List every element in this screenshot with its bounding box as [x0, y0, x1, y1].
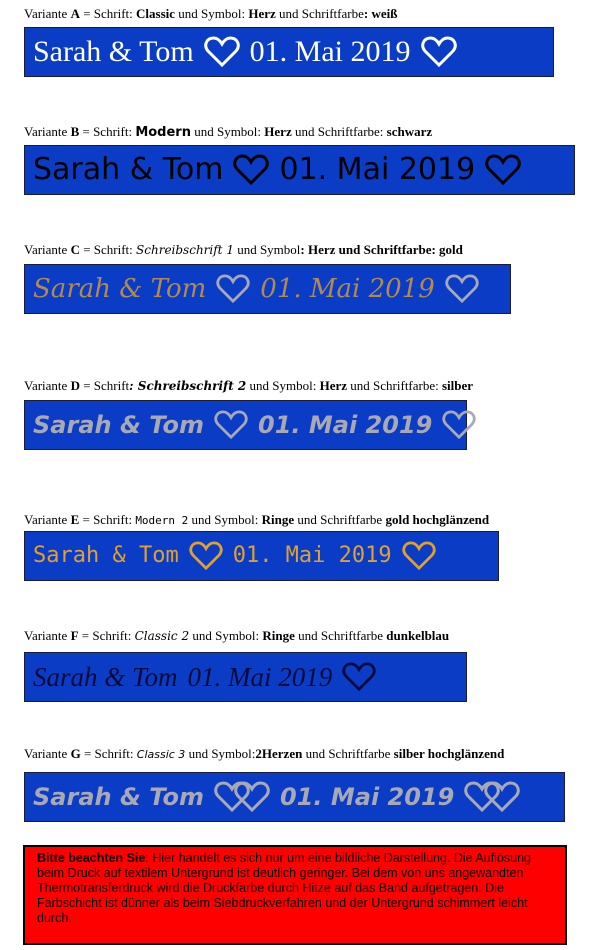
symbol-name: : Herz und Schriftfarbe: gold: [300, 242, 463, 257]
symbol-name: Herz: [248, 6, 276, 21]
double-heart-icon: [464, 781, 520, 813]
color-name: gold hochglänzend: [385, 512, 490, 527]
color-name: silber: [442, 378, 474, 393]
color-name: schwarz: [386, 124, 433, 139]
caption-text: = Schrift:: [79, 512, 136, 527]
caption-text: = Schrift:: [79, 124, 136, 139]
caption-text: = Schrift:: [80, 746, 137, 761]
font-name: Classic 2: [134, 629, 190, 643]
band-names: Sarah & Tom: [33, 543, 179, 568]
variant-letter: G: [70, 746, 81, 761]
color-name: dunkelblau: [386, 628, 450, 643]
variant-label: Variante: [24, 242, 71, 257]
band-names: Sarah & Tom: [33, 783, 205, 811]
caption-text: und Schriftfarbe: [294, 628, 387, 643]
band-names: Sarah & Tom: [33, 274, 207, 304]
caption-text: = Schrift: [79, 378, 130, 393]
heart-icon: [189, 541, 223, 571]
font-name: Modern: [135, 125, 191, 140]
color-name: : weiß: [363, 6, 398, 21]
notice-text: : Hier handelt es sich nur um eine bildliche Darstellung. Die Auflösung beim Druck auf textilem Untergrund ist deutlich geringer. Bei dem von uns angewandten Thermotransferdruck wird die Druckfarbe durch Hitze auf das Band aufgetragen. Die Farbschicht ist dünner als beim Siebdruckverfahren und der Untergrund schimmert leicht durch.: [37, 851, 532, 925]
band-date: 01. Mai 2019: [187, 661, 333, 692]
caption-text: und Symbol: [233, 242, 301, 257]
caption-text: und Symbol:: [188, 512, 262, 527]
variant-f-band: [24, 652, 467, 702]
variant-letter: E: [70, 512, 80, 527]
variant-label: Variante: [24, 512, 71, 527]
caption-text: und Schriftfarbe: [275, 6, 364, 21]
caption-text: und Schriftfarbe:: [347, 378, 442, 393]
caption-text: = Schrift:: [79, 6, 137, 21]
band-date: 01. Mai 2019: [279, 152, 476, 187]
band-date: 01. Mai 2019: [249, 35, 411, 68]
font-name: Classic 3: [136, 748, 186, 761]
symbol-name: 2Herzen: [255, 746, 303, 761]
variant-e-caption: [24, 512, 489, 529]
variant-label: Variante: [24, 6, 71, 21]
symbol-name: Ringe: [262, 628, 295, 643]
heart-icon: [402, 541, 436, 571]
variant-c-caption: [24, 242, 463, 258]
caption-text: und Schriftfarbe: [302, 746, 394, 761]
variant-g-band: [24, 772, 565, 822]
variant-label: Variante: [24, 628, 71, 643]
variant-a-band: [24, 27, 554, 77]
heart-icon: [485, 154, 521, 186]
variant-d-band: [24, 400, 467, 450]
caption-text: und Schriftfarbe: [294, 512, 386, 527]
band-names: Sarah & Tom: [33, 152, 224, 187]
color-name: silber hochglänzend: [393, 746, 505, 761]
variant-a-caption: [24, 6, 397, 22]
variant-label: Variante: [24, 746, 71, 761]
variant-label: Variante: [24, 124, 71, 139]
heart-icon: [342, 662, 376, 692]
variant-b-band: [24, 145, 575, 195]
caption-text: und Symbol:: [185, 746, 256, 761]
double-heart-icon: [214, 781, 270, 813]
heart-icon: [442, 410, 476, 440]
variant-letter: F: [70, 628, 79, 643]
caption-text: und Symbol:: [190, 124, 265, 139]
variant-e-band: [24, 531, 499, 581]
notice-heading: Bitte beachten Sie: [37, 851, 146, 865]
band-names: Sarah & Tom: [33, 411, 205, 439]
font-name: Schreibschrift 1: [136, 243, 234, 257]
variant-f-caption: [24, 628, 449, 644]
caption-text: = Schrift:: [78, 628, 135, 643]
variant-g-caption: [24, 746, 504, 763]
variant-letter: B: [70, 124, 80, 139]
font-name: Modern 2: [135, 514, 189, 527]
variant-letter: A: [70, 6, 80, 21]
band-date: 01. Mai 2019: [232, 543, 392, 568]
band-date: 01. Mai 2019: [260, 274, 435, 304]
heart-icon: [214, 410, 248, 440]
print-notice: [23, 845, 567, 945]
symbol-name: Herz: [264, 124, 292, 139]
heart-icon: [216, 274, 250, 304]
variant-letter: D: [70, 378, 80, 393]
band-date: 01. Mai 2019: [280, 783, 455, 811]
heart-icon: [204, 36, 240, 68]
variant-label: Variante: [24, 378, 71, 393]
variant-c-band: [24, 264, 511, 314]
band-date: 01. Mai 2019: [258, 411, 433, 439]
font-name: : Schreibschrift 2: [129, 379, 247, 393]
symbol-name: Herz: [319, 378, 348, 393]
variant-b-caption: [24, 124, 432, 141]
symbol-name: Ringe: [261, 512, 295, 527]
caption-text: und Symbol:: [175, 6, 249, 21]
variant-d-caption: [24, 378, 473, 394]
band-names: Sarah & Tom: [33, 661, 178, 692]
caption-text: und Schriftfarbe:: [291, 124, 387, 139]
heart-icon: [445, 274, 479, 304]
heart-icon: [421, 36, 457, 68]
heart-icon: [233, 154, 269, 186]
caption-text: und Symbol:: [189, 628, 263, 643]
caption-text: und Symbol:: [246, 378, 320, 393]
band-names: Sarah & Tom: [33, 35, 194, 68]
caption-text: = Schrift:: [79, 242, 137, 257]
variant-letter: C: [70, 242, 80, 257]
font-name: Classic: [136, 6, 176, 21]
